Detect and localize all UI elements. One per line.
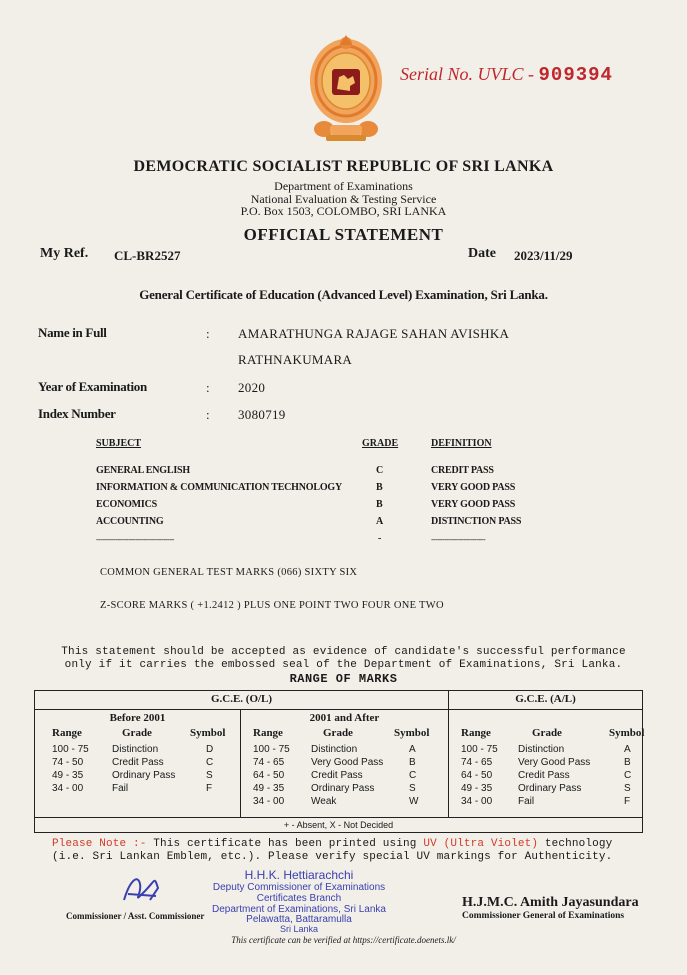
after-symbol-cell: S [409, 783, 416, 794]
statement-line: only if it carries the embossed seal of the Department of Examinations, Sri Lanka. [64, 659, 623, 671]
al-grade-cell: Distinction [518, 744, 565, 755]
after-symbol-cell: C [409, 770, 417, 781]
after-grade-cell: Credit Pass [311, 770, 363, 781]
serial-label: Serial No. UVLC - [400, 64, 535, 84]
year-colon: : [206, 380, 210, 395]
result-subject: ECONOMICS [96, 499, 157, 510]
ol-title: G.C.E. (O/L) [210, 693, 273, 705]
col-header-range: Range [52, 727, 82, 739]
after-grade-cell: Ordinary Pass [311, 783, 375, 794]
commissioner-general-title: Commissioner General of Examinations [462, 911, 625, 921]
before-symbol-cell: D [206, 744, 214, 755]
al-title: G.C.E. (A/L) [515, 693, 576, 705]
zscore-marks: Z-SCORE MARKS ( +1.2412 ) PLUS ONE POINT TWO FOUR ONE TWO [100, 600, 444, 611]
results-header-grade: GRADE [362, 438, 399, 449]
col-header-range: Range [461, 727, 491, 739]
al-range-cell: 74 - 65 [461, 757, 493, 768]
al-range-cell: 49 - 35 [461, 783, 493, 794]
before-symbol-cell: C [206, 757, 214, 768]
result-grade: B [376, 482, 383, 493]
result-definition: DISTINCTION PASS [431, 516, 522, 527]
stamp-line: Sri Lanka [279, 924, 318, 934]
note-uv: UV (Ultra Violet) [423, 838, 539, 850]
verification-footer: This certificate can be verified at https://certificate.doenets.lk/ [231, 935, 456, 945]
common-test-marks: COMMON GENERAL TEST MARKS (066) SIXTY SIX [100, 567, 358, 578]
note-text1: This certificate has been printed using [146, 838, 424, 850]
al-grade-cell: Credit Pass [518, 770, 570, 781]
statement-line: This statement should be accepted as evidence of candidate's successful performance [61, 646, 626, 658]
year-value: 2020 [238, 380, 266, 395]
dept-line: National Evaluation & Testing Service [250, 191, 437, 206]
before-grade-cell: Ordinary Pass [112, 770, 176, 781]
dept-line: P.O. Box 1503, COLOMBO, SRI LANKA [240, 204, 447, 218]
after-range-cell: 64 - 50 [253, 770, 285, 781]
note-text2: technology [538, 838, 613, 850]
index-label: Index Number [38, 406, 116, 421]
results-header-subject: SUBJECT [96, 438, 142, 449]
signature-icon [120, 870, 162, 910]
country-heading: DEMOCRATIC SOCIALIST REPUBLIC OF SRI LANKA [133, 158, 554, 175]
ref-label: My Ref. [40, 246, 89, 261]
name-value-line1: AMARATHUNGA RAJAGE SAHAN AVISHKA [238, 326, 510, 341]
serial-number [400, 64, 613, 86]
deputy-commissioner-stamp [212, 868, 386, 934]
ref-value: CL-BR2527 [114, 248, 181, 263]
range-of-marks-table [34, 690, 643, 833]
after-range-cell: 34 - 00 [253, 796, 285, 807]
after-2001-title: 2001 and After [309, 712, 380, 724]
col-header-symbol: Symbol [394, 727, 430, 739]
after-grade-cell: Distinction [311, 744, 358, 755]
result-grade: C [376, 465, 384, 476]
after-grade-cell: Very Good Pass [311, 757, 384, 768]
before-grade-cell: Distinction [112, 744, 159, 755]
al-symbol-cell: A [624, 744, 631, 755]
al-range-cell: 34 - 00 [461, 796, 493, 807]
name-colon: : [206, 326, 210, 341]
al-range-cell: 100 - 75 [461, 744, 498, 755]
col-header-symbol: Symbol [190, 727, 226, 739]
year-label: Year of Examination [38, 379, 147, 394]
results-end-subject: ------------------------------------ [96, 535, 174, 544]
stamp-line: Certificates Branch [256, 893, 342, 904]
result-definition: CREDIT PASS [431, 465, 494, 476]
col-header-range: Range [253, 727, 283, 739]
stamp-line: H.H.K. Hettiarachchi [244, 868, 354, 882]
after-symbol-cell: B [409, 757, 416, 768]
date-value: 2023/11/29 [514, 248, 573, 263]
index-value: 3080719 [238, 407, 286, 422]
date-label: Date [468, 246, 496, 261]
after-symbol-cell: W [409, 796, 419, 807]
al-symbol-cell: S [624, 783, 631, 794]
result-grade: A [376, 516, 384, 527]
before-symbol-cell: S [206, 770, 213, 781]
col-header-grade: Grade [323, 727, 353, 739]
after-grade-cell: Weak [311, 796, 337, 807]
before-grade-cell: Credit Pass [112, 757, 164, 768]
al-grade-cell: Fail [518, 796, 535, 807]
after-range-cell: 74 - 65 [253, 757, 285, 768]
note-prefix: Please Note :- [52, 838, 147, 850]
al-grade-cell: Very Good Pass [518, 757, 591, 768]
name-value-line2: RATHNAKUMARA [238, 352, 353, 367]
al-range-cell: 64 - 50 [461, 770, 493, 781]
result-subject: INFORMATION & COMMUNICATION TECHNOLOGY [96, 482, 343, 493]
uv-note [52, 838, 612, 864]
document-title: OFFICIAL STATEMENT [243, 225, 444, 244]
department-address [0, 180, 687, 218]
after-symbol-cell: A [409, 744, 416, 755]
stamp-line: Department of Examinations, Sri Lanka [212, 904, 386, 915]
range-of-marks-title: RANGE OF MARKS [289, 672, 398, 686]
result-subject: GENERAL ENGLISH [96, 465, 190, 476]
dept-line: Department of Examinations [274, 179, 413, 193]
stamp-line: Pelawatta, Battaramulla [246, 914, 352, 925]
stamp-line: Deputy Commissioner of Examinations [212, 882, 386, 893]
commissioner-title: Commissioner / Asst. Commissioner [66, 911, 205, 921]
al-symbol-cell: B [624, 757, 631, 768]
before-range-cell: 100 - 75 [52, 744, 89, 755]
results-end-grade: - [378, 533, 382, 544]
result-grade: B [376, 499, 383, 510]
before-range-cell: 34 - 00 [52, 783, 84, 794]
al-symbol-cell: F [624, 796, 631, 807]
al-grade-cell: Ordinary Pass [518, 783, 582, 794]
table-legend: + - Absent, X - Not Decided [283, 820, 394, 830]
before-symbol-cell: F [206, 783, 213, 794]
result-definition: VERY GOOD PASS [431, 482, 516, 493]
commissioner-general-name: H.J.M.C. Amith Jayasundara [462, 895, 639, 910]
after-range-cell: 100 - 75 [253, 744, 290, 755]
before-range-cell: 49 - 35 [52, 770, 84, 781]
results-header-definition: DEFINITION [431, 438, 492, 449]
before-2001-title: Before 2001 [109, 712, 166, 724]
before-grade-cell: Fail [112, 783, 129, 794]
note-line2: (i.e. Sri Lankan Emblem, etc.). Please verify special UV markings for Authenticity. [52, 851, 613, 863]
before-range-cell: 74 - 50 [52, 757, 84, 768]
results-end-definition: ------------------------- [431, 535, 486, 544]
name-label: Name in Full [38, 325, 107, 340]
col-header-symbol: Symbol [609, 727, 645, 739]
after-range-cell: 49 - 35 [253, 783, 285, 794]
result-definition: VERY GOOD PASS [431, 499, 516, 510]
al-symbol-cell: C [624, 770, 632, 781]
result-subject: ACCOUNTING [96, 516, 164, 527]
exam-title: General Certificate of Education (Advanced Level) Examination, Sri Lanka. [139, 287, 548, 302]
col-header-grade: Grade [122, 727, 152, 739]
serial-value: 909394 [538, 64, 613, 86]
sri-lanka-emblem-seal [304, 33, 388, 145]
index-colon: : [206, 407, 210, 422]
col-header-grade: Grade [532, 727, 562, 739]
validity-statement [0, 646, 687, 672]
